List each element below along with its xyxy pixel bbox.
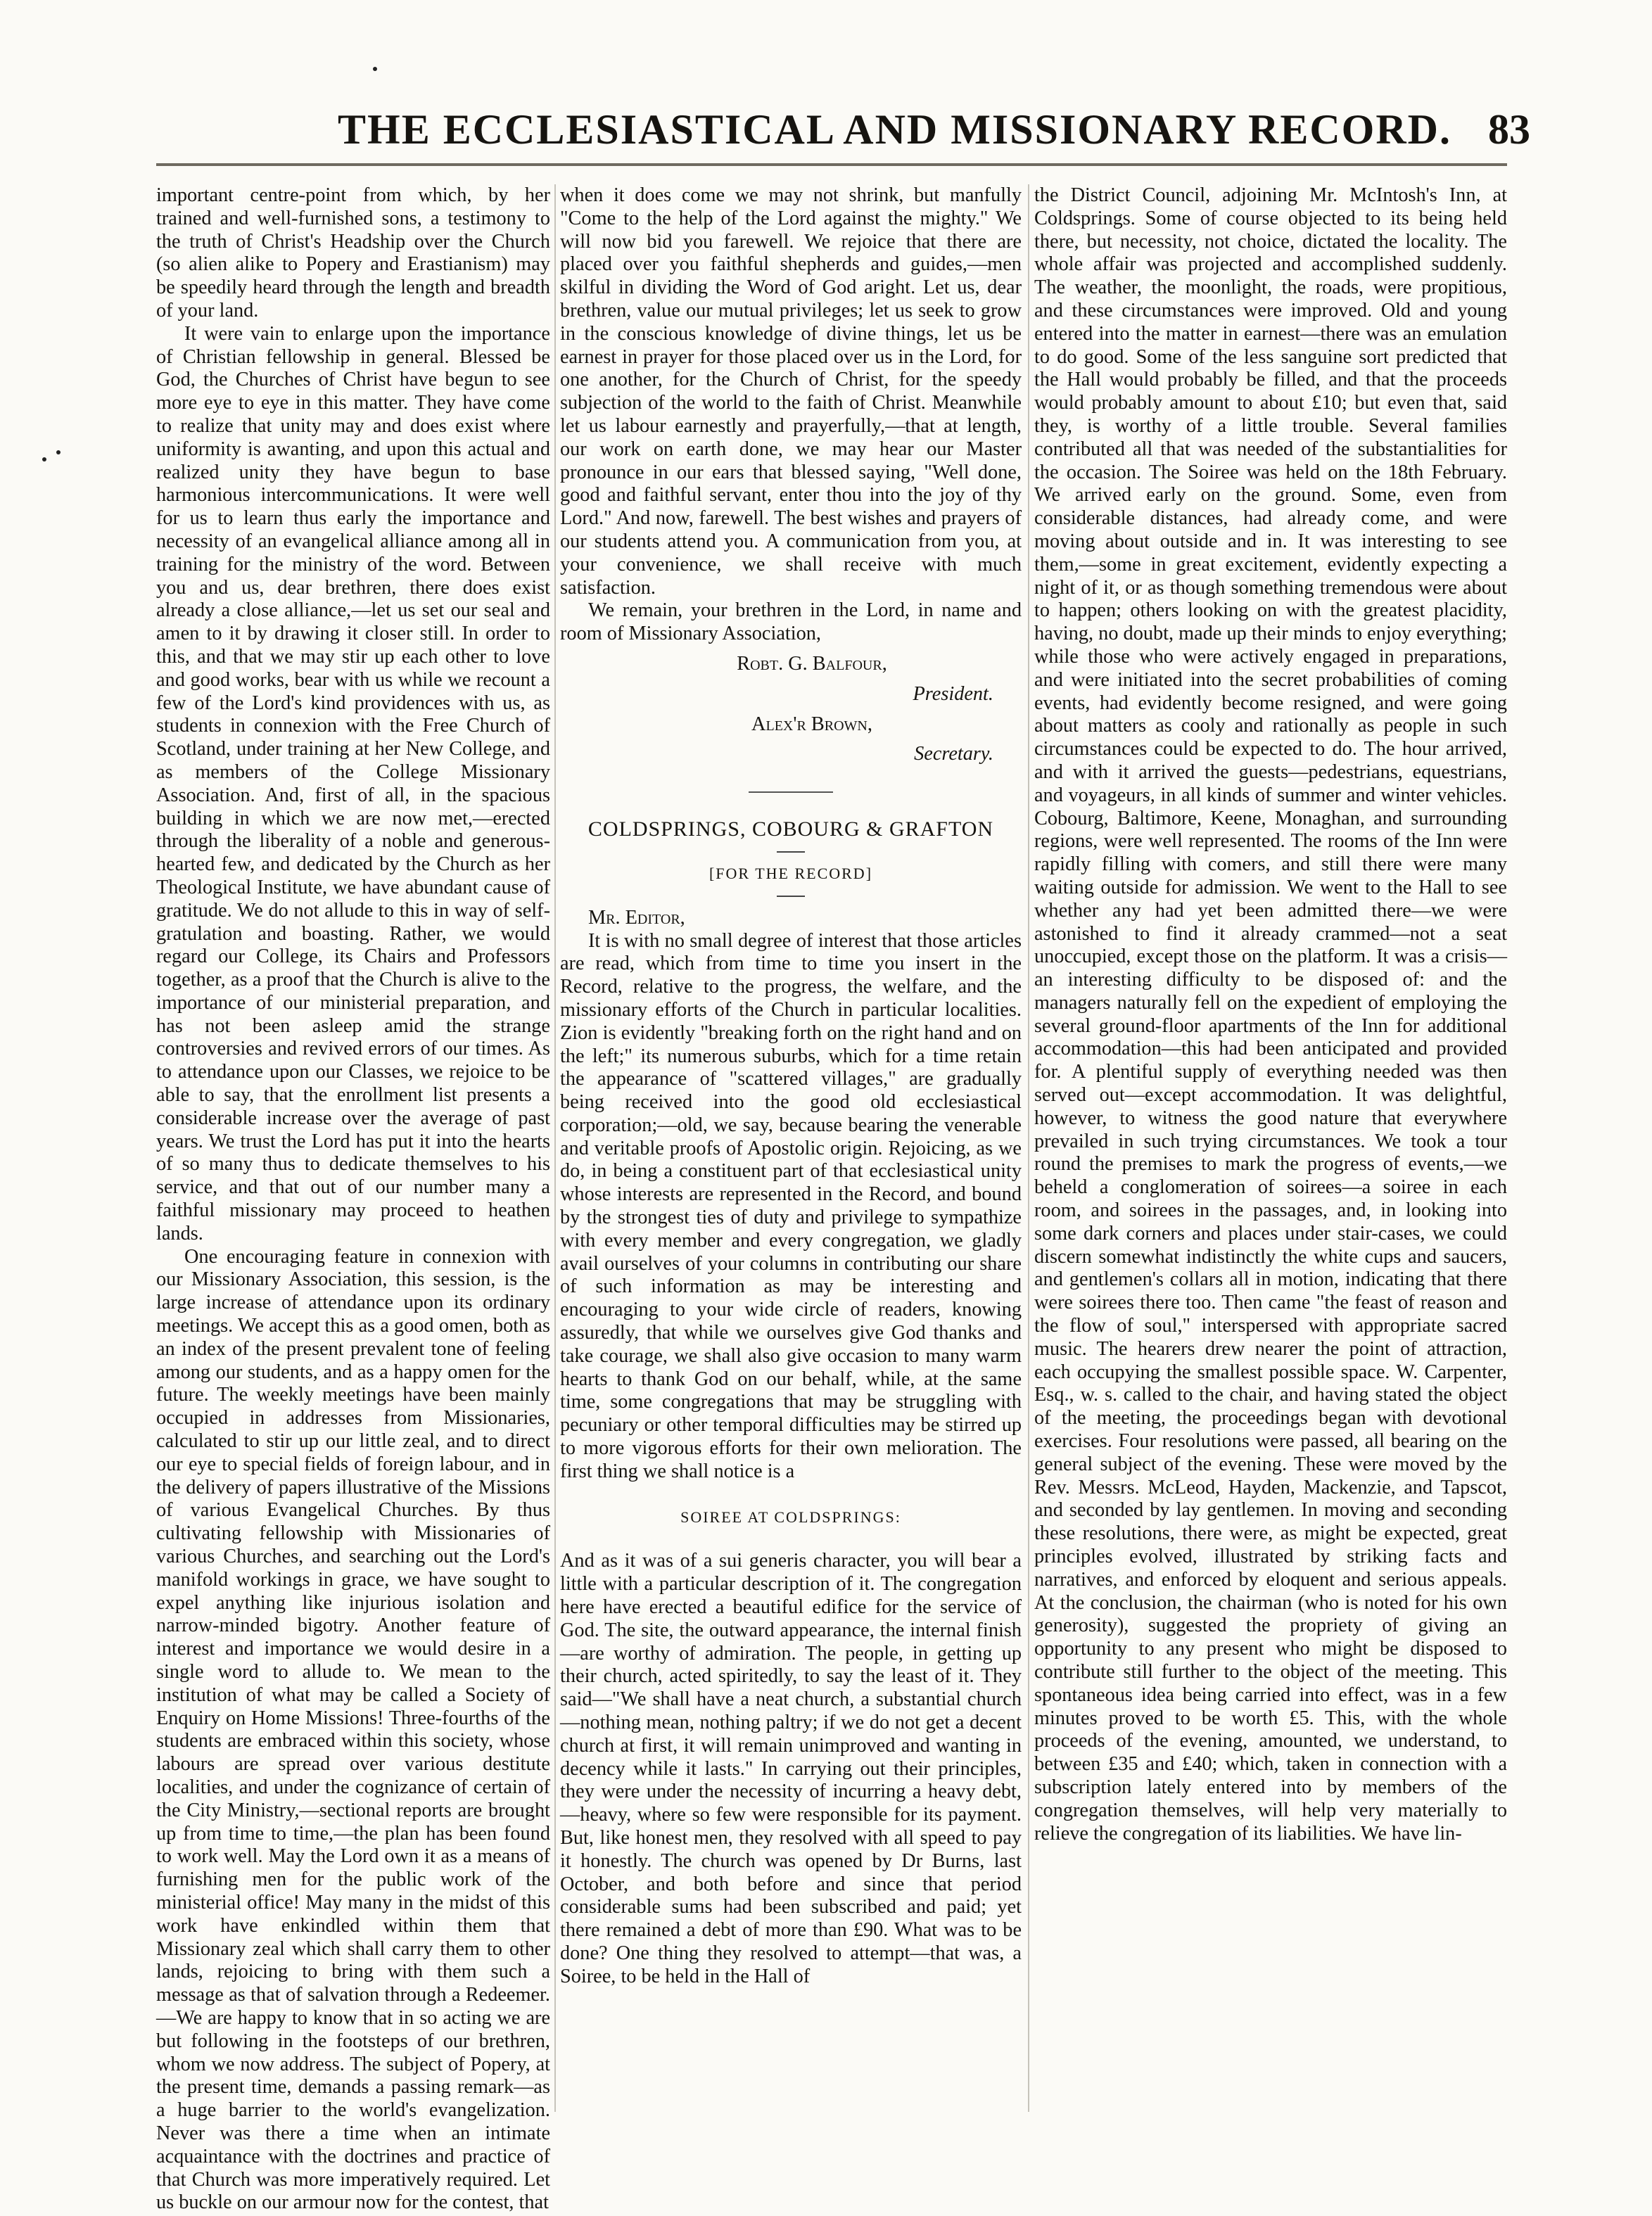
paragraph: One encouraging feature in connexion with our Missionary Association, this session, is the large increase of attendance upon its ordinary meetings. We accept this as a good omen, both as an index of the present prevalent tone of feeling among our students, and as a happy omen for the future. The weekly meetings have been mainly occupied in addresses from Missionaries, calculated to stir up our little zeal, and to direct our eye to special fields of foreign labour, and in the delivery of papers illustrative of the Missions of various Evangelical Churches. By thus cultivating fellowship with Missionaries of various Churches, and searching out the Lord's manifold workings in grace, we have sought to expel anything like injurious isolation and narrow-minded bigotry. Another feature of interest and importance we would desire in a single word to allude to. We mean to the institution of what may be called a Society of Enquiry on Home Missions! Three-fourths of the students are embraced within this society, whose labours are spread over various destitute localities, and under the cognizance of certain of the City Ministry,—sectional reports are brought up from time to time,—the plan has been found to work well. May the Lord own it as a means of furnishing men for the public work of the ministerial office! May many in the midst of this work have enkindled within them that Missionary zeal which shall carry them to other lands, rejoicing to bring with them such a message as that of salvation through a Redeemer.—We are happy to know that in so acting we are but following in the footsteps of our brethren, whom we now address. The subject of Popery, at the present time, demands a passing remark—as a huge barrier to the world's evangelization. Never was there a time when an intimate acquaintance with the doctrines and practice of that Church was more imperatively required. Let us buckle on our armour now for the contest, that [156, 1245, 550, 2214]
signature-president-role: President. [913, 682, 993, 705]
paragraph: It is with no small degree of interest that those articles are read, which from time to time you insert in the Record, relative to the progress, the welfare, and the missionary efforts of the Church in particular localities. Zion is evidently "breaking forth on the right hand and on the left;" its numerous suburbs, which for a time retain the appearance of "scattered villages," are gradually being received into the good old ecclesiastical corporation;—old, we say, because bearing the venerable and veritable proofs of Apostolic origin. Rejoicing, as we do, in being a constituent part of that ecclesiastical unity whose interests are represented in the Record, and bound by the strongest ties of duty and privilege to sympathize with every member and every congregation, we gladly avail ourselves of your columns in contributing our share of such information as may be interesting and encouraging to your wide circle of readers, knowing assuredly, that while we ourselves give God thanks and take courage, we shall also give occasion to many warm hearts to thank God on our behalf, while, at the same time, some congregations that may be struggling with pecuniary or other temporal difficulties may be stirred up to more vigorous efforts for their own melioration. The first thing we shall notice is a [560, 929, 1022, 1482]
paragraph: when it does come we may not shrink, but manfully "Come to the help of the Lord against the mighty." We will now bid you farewell. We rejoice that there are placed over you faithful shepherds and guides,—men skilful in dividing the Word of God aright. Let us, dear brethren, value our mutual privileges; let us seek to grow in the conscious knowledge of divine things, let us be earnest in prayer for those placed over us in the Lord, for one another, for the Church of Christ, for the speedy subjection of the world to the faith of Christ. Meanwhile let us labour earnestly and prayerfully,—that at length, our work on earth done, we may hear our Master pronounce in our ears that blessed saying, "Well done, good and faithful servant, enter thou into the joy of thy Lord." And now, farewell. The best wishes and prayers of our students attend you. A communication from you, at your convenience, we shall receive with much satisfaction. [560, 184, 1022, 599]
section-subtitle: [FOR THE RECORD] [709, 864, 873, 882]
masthead-title: THE ECCLESIASTICAL AND MISSIONARY RECORD. [338, 106, 1451, 153]
section-title: COLDSPRINGS, COBOURG & GRAFTON [587, 817, 994, 841]
title-dash [777, 896, 805, 897]
signature-president-name: Robt. G. Balfour, [737, 652, 887, 675]
paragraph: We remain, your brethren in the Lord, in name and room of Missionary Association, [560, 599, 1022, 645]
margin-speck [373, 67, 377, 71]
salutation: Mr. Editor, [588, 906, 685, 929]
paragraph: the District Council, adjoining Mr. McIntosh's Inn, at Coldsprings. Some of course objected to its being held there, but necessity, not choice, dictated the locality. The whole affair was projected and accomplished suddenly. The weather, the moonlight, the roads, were propitious, and these circumstances were improved. Old and young entered into the matter in earnest—there was an emulation to do good. Some of the less sanguine sort predicted that the Hall would probably be filled, and that the proceeds would probably amount to about £10; but even that, said they, is worthy of a little trouble. Several families contributed all that was needed of the substantialities for the occasion. The Soiree was held on the 18th February. We arrived early on the ground. Some, even from considerable distances, had already come, and were moving about outside and in. It was interesting to see them,—some in great excitement, evidently expecting a night of it, or as though something tremendous were about to happen; others looking on with the greatest placidity, having, no doubt, made up their minds to enjoy everything; while those who were actively engaged in preparations, and were initiated into the secret probabilities of coming events, had evidently become resigned, and were going about matters as cooly and rationally as people in such circumstances could be expected to do. The hour arrived, and with it arrived the guests—pedestrians, equestrians, and voyageurs, in all kinds of summer and winter vehicles. Cobourg, Baltimore, Keene, Monaghan, and surrounding regions, were well represented. The rooms of the Inn were rapidly filling with comers, and still there were many waiting outside for admission. We went to the Hall to see whether any had yet been admitted there—we were astonished to find it already crammed—not a seat unoccupied, except those on the platform. It was a crisis—an interesting difficulty to be disposed of: and the managers naturally fell on the expedient of employing the several ground-floor apartments of the Inn for additional accommodation—this had been anticipated and provided for. A plentiful supply of everything needed was then served out—except accommodation. It was delightful, however, to witness the good nature that everywhere prevailed in such trying circumstances. We took a tour round the premises to mark the progress of events,—we beheld a conglomeration of soirees—a soiree in each room, and soirees in the passages, and, in looking into some dark corners and places under stair-cases, we could discern somewhat indistinctly the white cups and saucers, and gentlemen's collars all in motion, indicating that there were soirees there too. Then came "the feast of reason and the flow of soul," interspersed with appropriate sacred music. The hearers drew nearer the point of attraction, each occupying the smallest possible space. W. Carpenter, Esq., w. s. called to the chair, and having stated the object of the meeting, the proceedings began with devotional exercises. Four resolutions were passed, all bearing on the general subject of the evening. These were moved by the Rev. Messrs. McLeod, Hayden, Mackenzie, and Tapscot, and seconded by lay gentlemen. In moving and seconding these resolutions, there were, as might be expected, great principles evolved, illustrated by striking facts and narratives, and enforced by eloquent and serious appeals. At the conclusion, the chairman (who is noted for his own generosity), suggested the propriety of giving an opportunity to any present who might be disposed to contribute still further to the object of the meeting. This spontaneous idea being carried into effect, was in a few minutes proved to be worth £5. This, with the whole proceeds of the evening, amounted, we understand, to between £35 and £40; which, taken in connection with a subscription lately entered into by members of the congregation themselves, will help very materially to relieve the congregation of its liabilities. We have lin- [1034, 184, 1507, 1845]
page-number: 83 [1488, 106, 1530, 153]
column-divider [554, 184, 556, 2112]
paragraph: important centre-point from which, by her trained and well-furnished sons, a testimony to the truth of Christ's Headship over the Church (so alien alike to Popery and Erastianism) may be speedily heard through the length and breadth of your land. [156, 184, 550, 321]
header-rule [156, 163, 1507, 166]
column-divider [1028, 184, 1029, 2112]
subsection-title: SOIREE AT COLDSPRINGS: [680, 1508, 901, 1526]
paragraph: It were vain to enlarge upon the importance of Christian fellowship in general. Blessed be God, the Churches of Christ have begun to see more eye to eye in this matter. They have come to realize that unity may and does exist where uniformity is awanting, and upon this actual and realized unity they have begun to base harmonious intercommunications. It were well for us to learn thus early the importance and necessity of an evangelical alliance among all in training for the ministry of the word. Between you and us, dear brethren, there does exist already a close alliance,—let us set our seal and amen to it by drawing it closer still. In order to this, and that we may stir up each other to love and good works, bear with us while we recount a few of the Lord's kind providences with us, as students in connexion with the Free Church of Scotland, under training at her New College, and as members of the College Missionary Association. And, first of all, in the spacious building in which we are now met,—erected through the liberality of a noble and generous-hearted few, and dedicated by the Church as her Theological Institute, we have abundant cause of gratitude. We do not allude to this in way of self-gratulation and boasting. Rather, we would regard our College, its Chairs and Professors together, as a proof that the Church is alive to the importance of our ministerial preparation, and has not been asleep amid the strange controversies and revived errors of our times. As to attendance upon our Classes, we rejoice to be able to say, that the enrollment list presents a considerable increase over the average of past years. We trust the Lord has put it into the hearts of so many thus to dedicate themselves to his service, and that out of our number many a faithful missionary may proceed to heathen lands. [156, 322, 550, 1244]
title-dash [777, 851, 805, 853]
column-3 [1034, 184, 1507, 2112]
column-1 [156, 184, 550, 2214]
paragraph: And as it was of a sui generis character, you will bear a little with a particular description of it. The congregation here have erected a beautiful edifice for the service of God. The site, the outward appearance, the internal finish—are worthy of admiration. The people, in getting up their church, acted spiritedly, to say the least of it. They said—"We shall have a neat church, a substantial church—nothing mean, nothing paltry; if we do not get a decent church at first, it will remain unimproved and wanting in decency while it lasts." In carrying out their principles, they were under the necessity of incurring a heavy debt,—heavy, where so few were responsible for its payment. But, like honest men, they resolved with all speed to pay it honestly. The church was opened by Dr Burns, last October, and both before and since that period considerable sums had been subscribed and paid; yet there remained a debt of more than £90. What was to be done? One thing they resolved to attempt—that was, a Soiree, to be held in the Hall of [560, 1550, 1022, 1987]
column-2 [560, 184, 1022, 2112]
section-separator [749, 791, 833, 793]
signature-secretary-name: Alex'r Brown, [751, 713, 872, 735]
signature-secretary-role: Secretary. [914, 743, 993, 765]
margin-speck [42, 457, 46, 461]
margin-speck [56, 450, 61, 454]
